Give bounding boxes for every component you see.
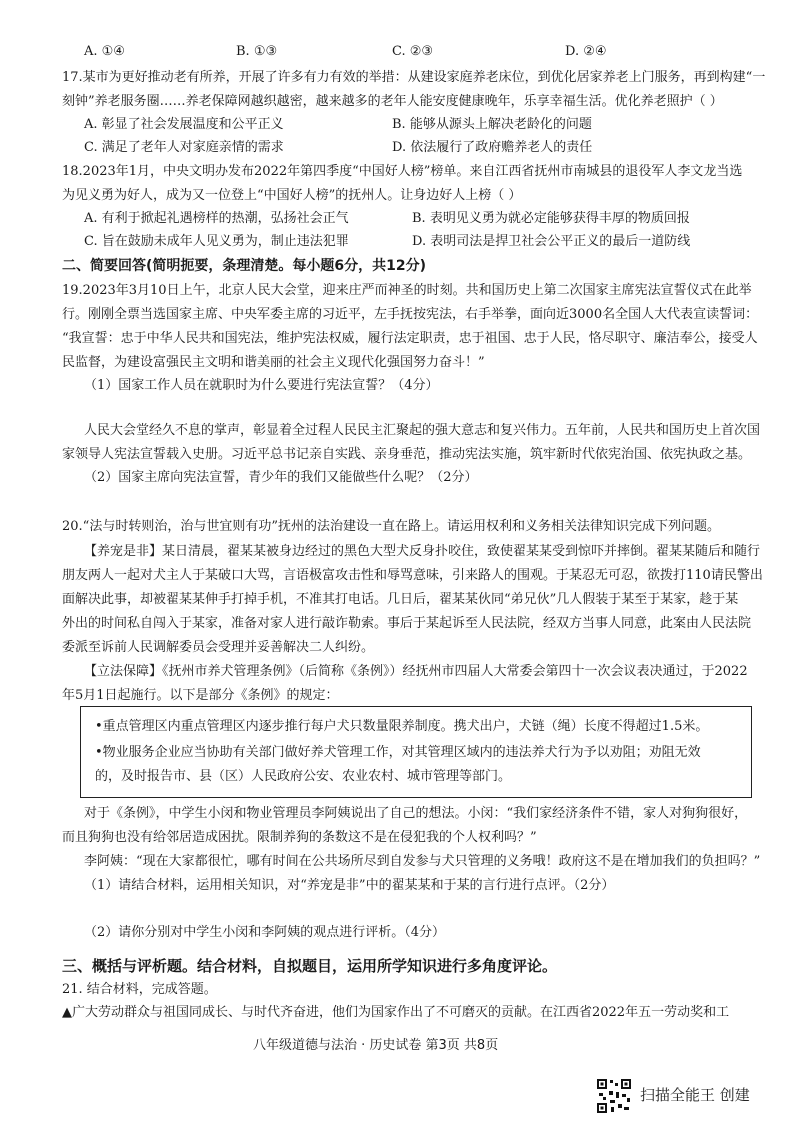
q17-option-c: C. 满足了老年人对家庭亲情的需求 <box>84 140 284 155</box>
q16-option-c: C. ②③ <box>392 44 434 59</box>
q21-material-line1: ▲广大劳动群众与祖国同成长、与时代齐奋进，他们为国家作出了不可磨灭的贡献。在江西省2022年五一劳动奖和工 <box>62 1005 730 1020</box>
q20-case-line5: 委派至诉前人民调解委员会受理并妥善解决二人纠纷。 <box>62 640 375 655</box>
q19-subquestion-1: （1）国家工作人员在就职时为什么要进行宪法宣誓？（4分） <box>84 378 439 393</box>
q19-material2-line1: 人民大会堂经久不息的掌声，彰显着全过程人民民主汇聚起的强大意志和复兴伟力。五年前，人民共和国历史上首次国 <box>84 423 761 438</box>
section2-title: 二、简要回答(简明扼要，条理清楚。每小题6分，共12分) <box>62 258 427 274</box>
q20-dialog-line1: 对于《条例》，中学生小闵和物业管理员李阿姨说出了自己的想法。小闵：“我们家经济条件不错，家人对狗狗很好， <box>84 806 748 821</box>
q17-stem-line1: 17.某市为更好推动老有所养，开展了许多有力有效的举措：从建设家庭养老床位，到优化居家养老上门服务，再到构建“一 <box>62 70 766 85</box>
q20-subquestion-2: （2）请你分别对中学生小闵和李阿姨的观点进行评析。（4分） <box>84 925 446 940</box>
q19-subquestion-2: （2）国家主席向宪法宣誓，青少年的我们又能做些什么呢？（2分） <box>84 470 478 485</box>
q18-stem-line1: 18.2023年1月，中央文明办发布2022年第四季度“中国好人榜”榜单。来自江西省抚州市南城县的退役军人李文龙当选 <box>62 164 743 179</box>
q17-option-b: B. 能够从源头上解决老龄化的问题 <box>392 117 592 132</box>
q16-option-d: D. ②④ <box>565 44 607 59</box>
q20-case-line2: 朋友两人一起对犬主人于某破口大骂，言语极富攻击性和辱骂意味，引来路人的围观。于某忍无可忍，欲拨打110请民警出 <box>62 568 763 583</box>
q19-stem-line1: 19.2023年3月10日上午，北京人民大会堂，迎来庄严而神圣的时刻。共和国历史上第二次国家主席宪法宣誓仪式在此举 <box>62 283 752 298</box>
q20-intro: 20.“法与时转则治，治与世宜则有功”抚州的法治建设一直在路上。请运用权利和义务相关法律知识完成下列问题。 <box>62 519 720 534</box>
q16-option-a: A. ①④ <box>84 44 125 59</box>
q17-stem-line2: 刻钟”养老服务圈……养老保障网越织越密，越来越多的老年人能安度健康晚年，乐享幸福生活。优化养老照护（ ） <box>62 94 723 109</box>
regulation-excerpt-box <box>80 706 752 798</box>
q20-dialog-line3: 李阿姨：“现在大家都很忙，哪有时间在公共场所尽到自发参与犬只管理的义务哦！政府这不是在增加我们的负担吗？” <box>84 854 761 869</box>
q18-option-d: D. 表明司法是捍卫社会公平正义的最后一道防线 <box>412 234 691 249</box>
q20-case-line3: 面解决此事，却被翟某某伸手打掉手机，不准其打电话。几日后，翟某某伙同“弟兄伙”几人假装于某至于某家，趁于某 <box>62 592 739 607</box>
q19-stem-line4: 民监督，为建设富强民主文明和谐美丽的社会主义现代化强国努力奋斗！” <box>62 355 485 370</box>
regulation-item-2-cont: 的，及时报告市、县（区）人民政府公安、农业农村、城市管理等部门。 <box>95 769 512 784</box>
page-footer: 八年级道德与法治 · 历史试卷 第3页 共8页 <box>253 1038 499 1053</box>
q20-law-line2: 年5月1日起施行。以下是部分《条例》的规定： <box>62 688 339 703</box>
q20-dialog-line2: 而且狗狗也没有给邻居造成困扰。限制养狗的条数这不是在侵犯我的个人权利吗？” <box>62 830 537 845</box>
q20-law-line1: 【立法保障】《抚州市养犬管理条例》（后简称《条例》）经抚州市四届人大常委会第四十一次会议表决通过，于2022 <box>84 664 748 679</box>
q21-intro: 21. 结合材料，完成答题。 <box>62 982 217 997</box>
q18-option-b: B. 表明见义勇为就必定能够获得丰厚的物质回报 <box>412 211 690 226</box>
q20-case-line1: 【养宠是非】某日清晨，翟某某被身边经过的黑色大型犬反身扑咬住，致使翟某某受到惊吓并摔倒。翟某某随后和随行 <box>84 544 761 559</box>
q19-material2-line2: 家领导人宪法宣誓载入史册。习近平总书记亲自实践、亲身垂范，推动宪法实施，筑牢新时代依宪治国、依宪执政之基。 <box>62 447 752 462</box>
regulation-item-2: •物业服务企业应当协助有关部门做好养犬管理工作，对其管理区域内的违法养犬行为予以劝阻；劝阻无效 <box>95 745 701 760</box>
q17-option-a: A. 彰显了社会发展温度和公平正义 <box>84 117 284 132</box>
q20-case-line4: 外出的时间私自闯入于某家，准备对家人进行敲诈勒索。事后于某起诉至人民法院，经双方当事人同意，此案由人民法院 <box>62 616 752 631</box>
qr-code-icon <box>596 1078 632 1114</box>
q18-option-a: A. 有利于掀起礼遇榜样的热潮，弘扬社会正气 <box>84 211 349 226</box>
q17-option-d: D. 依法履行了政府赡养老人的责任 <box>392 140 593 155</box>
q20-subquestion-1: （1）请结合材料，运用相关知识，对“养宠是非”中的翟某某和于某的言行进行点评。（2分） <box>84 878 615 893</box>
q19-stem-line2: 行。刚刚全票当选国家主席、中央军委主席的习近平，左手抚按宪法，右手举拳，面向近3000名全国人大代表宣读誓词： <box>62 307 759 322</box>
q18-stem-line2: 为见义勇为好人，成为又一位登上“中国好人榜”的抚州人。让身边好人上榜（ ） <box>62 188 522 203</box>
q18-option-c: C. 旨在鼓励未成年人见义勇为，制止违法犯罪 <box>84 234 349 249</box>
section3-title: 三、概括与评析题。结合材料，自拟题目，运用所学知识进行多角度评论。 <box>62 957 558 975</box>
q19-stem-line3: “我宣誓：忠于中华人民共和国宪法，维护宪法权威，履行法定职责，忠于祖国、忠于人民，恪尽职守、廉洁奉公，接受人 <box>62 331 758 346</box>
regulation-item-1: •重点管理区内重点管理区内逐步推行每户犬只数量限养制度。携犬出户，犬链（绳）长度不得超过1.5米。 <box>95 719 709 734</box>
q16-option-b: B. ①③ <box>236 44 278 59</box>
scanner-watermark: 扫描全能王 创建 <box>640 1086 750 1104</box>
